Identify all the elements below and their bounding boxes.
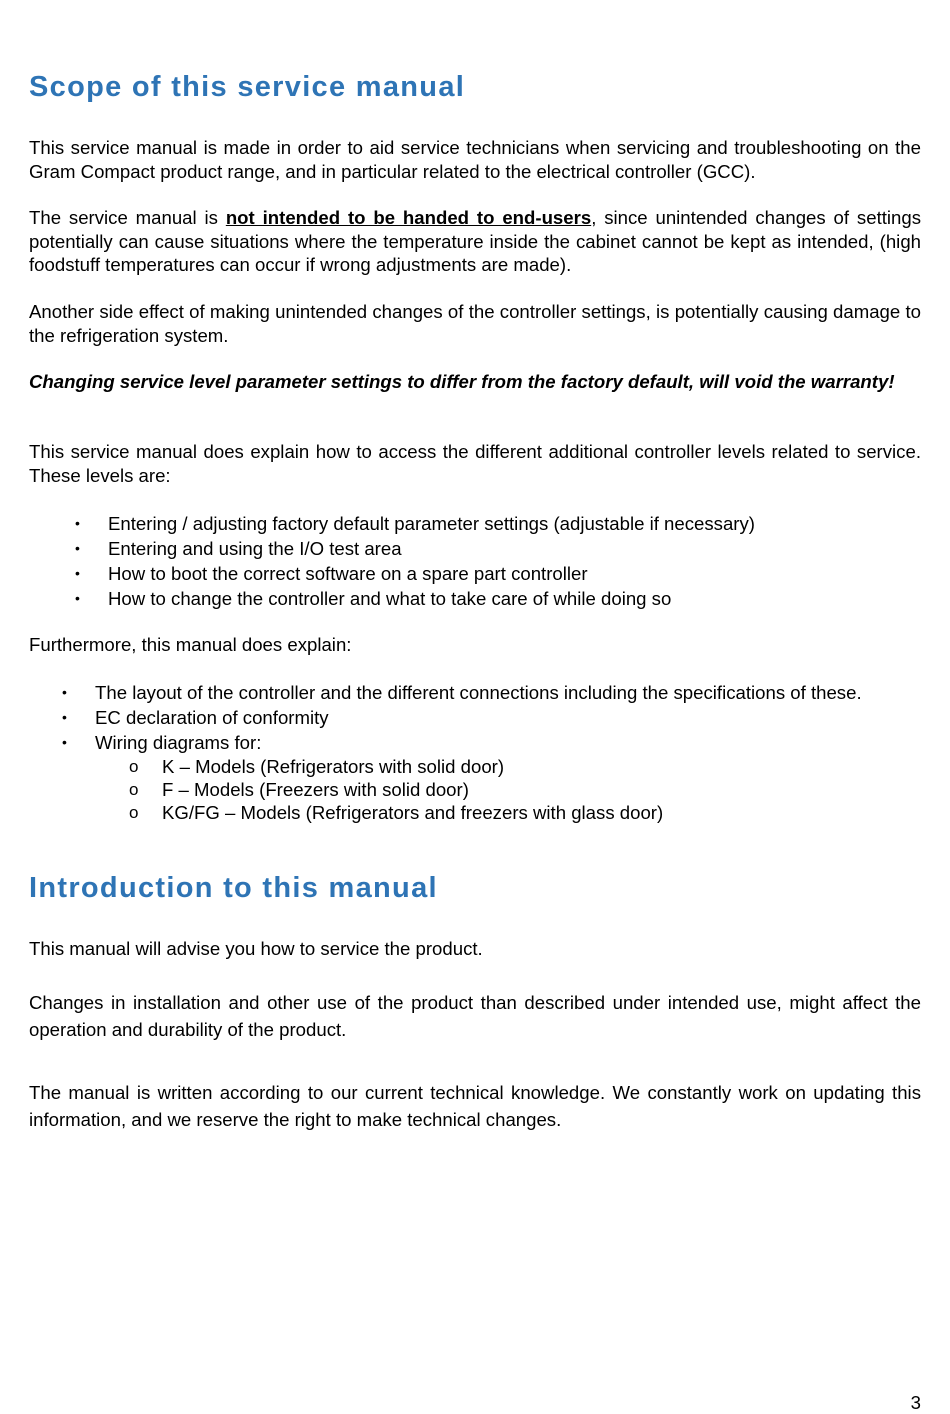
heading-introduction: Introduction to this manual [29, 872, 438, 904]
intro-paragraph-2: Changes in installation and other use of the product than described under intended use, might affect the operation and durability of the product. [29, 992, 921, 1040]
bullet-icon: • [62, 684, 67, 700]
list-item: • The layout of the controller and the different connections including the specifications of these. [62, 682, 862, 703]
warranty-warning: Changing service level parameter settings to differ from the factory default, will void the warranty! [29, 371, 895, 392]
list-item: • How to boot the correct software on a spare part controller [75, 563, 588, 584]
page-number: 3 [910, 1392, 921, 1413]
list-item: • Wiring diagrams for: [62, 732, 262, 753]
bullet-icon: • [62, 709, 67, 725]
service-levels-list [29, 511, 755, 611]
bullet-icon: o [129, 757, 139, 776]
bullet-icon: • [75, 515, 80, 531]
list-item: o KG/FG – Models (Refrigerators and freezers with glass door) [129, 802, 664, 823]
bullet-icon: • [75, 565, 80, 581]
bullet-icon: • [75, 590, 80, 606]
p2-prefix: The service manual is [29, 207, 226, 228]
p2-suffix: , since unintended changes of settings potentially can cause situations where the temperature inside the cabinet cannot be kept as intended, (high foodstuff temperatures can occur if wrong adjustments are made). [29, 207, 922, 275]
bullet-icon: • [62, 734, 67, 750]
heading-scope: Scope of this service manual [29, 71, 466, 103]
scope-paragraph-5: Furthermore, this manual does explain: [29, 634, 352, 655]
scope-paragraph-3: Another side effect of making unintended changes of the controller settings, is potentially causing damage to the refrigeration system. [29, 301, 921, 346]
scope-paragraph-1: This service manual is made in order to aid service technicians when servicing and troubleshooting on the Gram Compact product range, and in particular related to the electrical controller (GCC). [29, 137, 921, 182]
intro-paragraph-3: The manual is written according to our current technical knowledge. We constantly work on updating this information, and we reserve the right to make technical changes. [29, 1082, 921, 1130]
scope-paragraph-4: This service manual does explain how to access the different additional controller levels related to service. These levels are: [29, 441, 921, 486]
intro-paragraph-1: This manual will advise you how to service the product. [29, 938, 483, 959]
list-item: • EC declaration of conformity [62, 707, 329, 728]
bullet-icon: o [129, 803, 139, 822]
wiring-diagrams-list [29, 755, 663, 824]
scope-paragraph-2 [29, 206, 921, 277]
bullet-icon: o [129, 780, 139, 799]
list-item: • How to change the controller and what to take care of while doing so [75, 588, 672, 609]
not-intended-emphasis: not intended to be handed to end-users [225, 207, 592, 228]
bullet-icon: • [75, 540, 80, 556]
list-item: o F – Models (Freezers with solid door) [129, 779, 469, 800]
manual-explains-list [29, 680, 862, 755]
list-item: • Entering / adjusting factory default parameter settings (adjustable if necessary) [75, 513, 755, 534]
list-item: • Entering and using the I/O test area [75, 538, 402, 559]
list-item: o K – Models (Refrigerators with solid door) [129, 756, 505, 777]
